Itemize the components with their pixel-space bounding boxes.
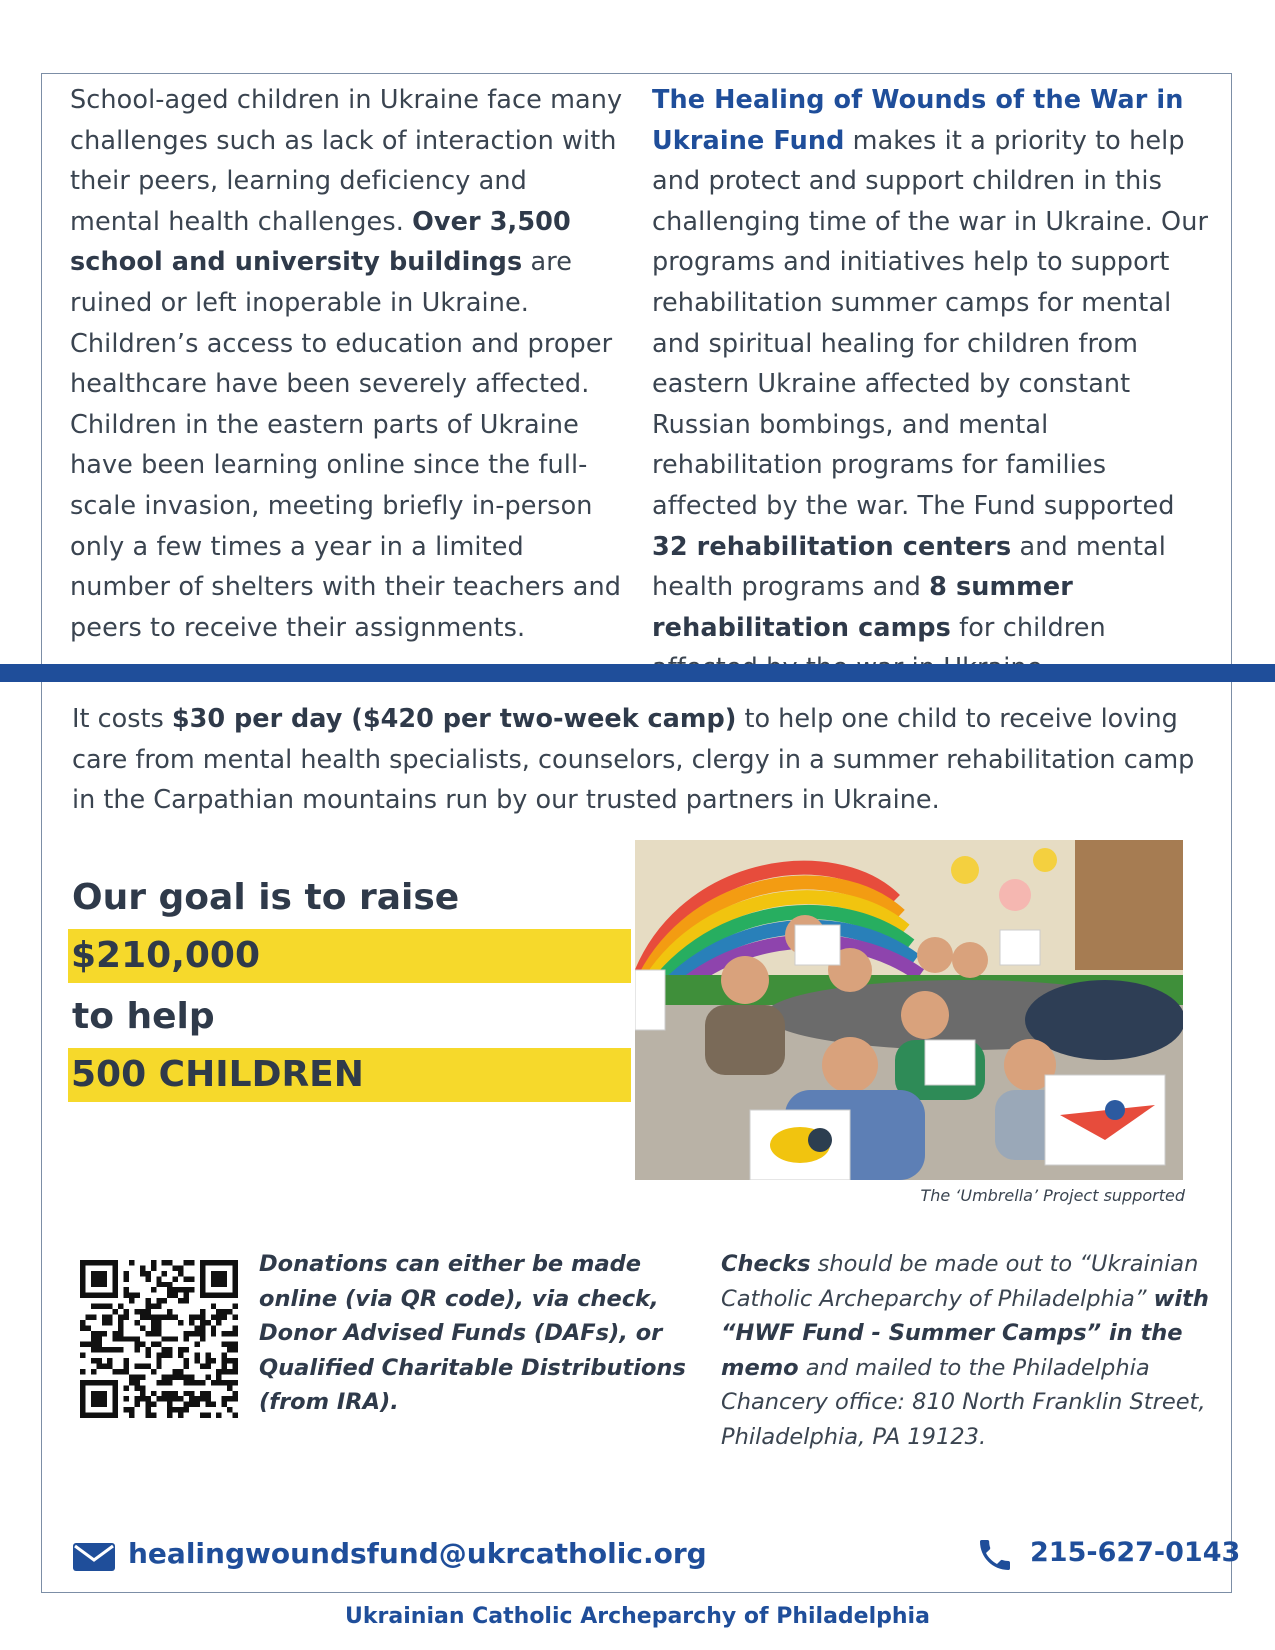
donation-methods-text: Donations can either be made online (via QR code), via check, Donor Advised Funds (DAFs), or Qualified Charitable Distributions (from IRA).	[259, 1251, 686, 1415]
right-bold-camps: 8 summer rehabilitation camps	[652, 572, 1073, 643]
fund-name: The Healing of Wounds of the War in Ukraine Fund	[652, 85, 1184, 156]
section-divider	[0, 664, 1275, 682]
phone-icon	[975, 1535, 1015, 1579]
intro-right-column	[652, 80, 1217, 689]
checks-bold-1: Checks	[721, 1251, 811, 1277]
checks-text-2: and mailed to the Philadelphia Chancery office: 810 North Franklin Street, Philadelphia, PA 19123.	[721, 1354, 1206, 1450]
goal-block	[70, 868, 631, 1106]
cost-bold: $30 per day ($420 per two-week camp)	[171, 704, 737, 734]
goal-amount: $210,000	[68, 929, 631, 983]
cost-text-2: to help one child to receive loving care from mental health specialists, counselors, clergy in a summer rehabilitation camp in the Carpathian mountains run by our trusted partners in Ukraine.	[72, 704, 1195, 815]
right-text-1: makes it a priority to help and protect and support children in this challenging time of the war in Ukraine. Our programs and initiatives help to support rehabilitation summer camps for mental and spiritual healing for children from eastern Ukraine affected by constant Russian bombings, and mental rehabilitation programs for families affected by the war. The Fund supported	[652, 125, 1209, 521]
right-bold-centers: 32 rehabilitation centers	[652, 531, 1012, 562]
left-bold-stat: Over 3,500 school and university buildings	[70, 206, 571, 278]
right-text-3: for children	[959, 612, 1106, 643]
footer-organization: Ukrainian Catholic Archeparchy of Philadelphia	[345, 1604, 930, 1629]
right-text-2: and mental health programs and	[652, 531, 1166, 603]
left-text-2: are ruined or left inoperable in Ukraine. Children’s access to education and proper healthcare have been severely affected. Children in the eastern parts of Ukraine have been learning online since the full-scale invasion, meeting briefly in-person only a few times a year in a limited number of shelters with their teachers and peers to receive their assignments.	[70, 247, 622, 643]
check-instructions	[721, 1247, 1221, 1454]
right-paragraph	[652, 80, 1217, 689]
contact-phone[interactable]: 215-627-0143	[1030, 1537, 1241, 1568]
children-photo	[635, 840, 1183, 1180]
goal-heading: Our goal is to raise	[72, 877, 460, 918]
intro-left-column	[70, 80, 625, 648]
cost-paragraph	[72, 699, 1202, 821]
checks-bold-2: with “HWF Fund - Summer Camps” in the memo	[721, 1285, 1209, 1381]
goal-to-help: to help	[72, 996, 215, 1037]
left-paragraph	[70, 80, 625, 648]
donation-qr-code[interactable]	[80, 1260, 238, 1418]
envelope-icon	[72, 1542, 116, 1576]
left-text-1: School-aged children in Ukraine face many challenges such as lack of interaction with their peers, learning deficiency and mental health challenges.	[70, 85, 623, 237]
goal-children: 500 CHILDREN	[68, 1048, 631, 1102]
checks-text-1: should be made out to “Ukrainian Catholic Archeparchy of Philadelphia”	[721, 1251, 1199, 1312]
cost-text-1: It costs	[72, 704, 172, 734]
photo-caption: The ‘Umbrella’ Project supported	[920, 1186, 1185, 1205]
contact-email[interactable]: healingwoundsfund@ukrcatholic.org	[128, 1537, 707, 1570]
